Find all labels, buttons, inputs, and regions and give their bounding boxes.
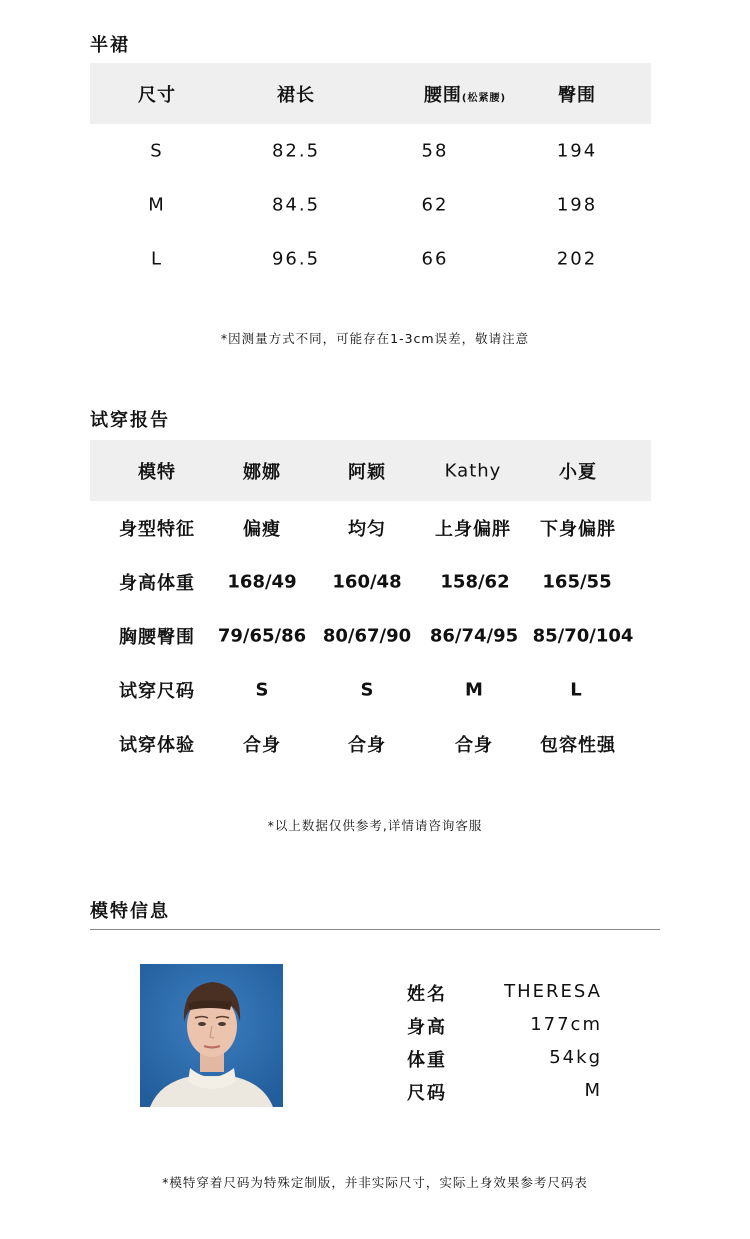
table-row xyxy=(90,663,651,717)
footer-note: *模特穿着尺码为特殊定制版，并非实际尺寸，实际上身效果参考尺码表 xyxy=(162,1175,588,1190)
header-model-3: Kathy xyxy=(444,460,502,481)
table-cell: S xyxy=(255,679,269,701)
hip-cell: 202 xyxy=(556,248,598,270)
header-waist-note: (松紧腰) xyxy=(461,92,507,104)
table-cell: 85/70/104 xyxy=(532,625,634,647)
table-cell: 均匀 xyxy=(348,519,386,540)
height-label: 身高 xyxy=(407,1017,447,1038)
table-cell: 包容性强 xyxy=(540,735,616,756)
fitting-section-title: 试穿报告 xyxy=(90,410,170,431)
size-table-header xyxy=(90,63,651,124)
section-divider xyxy=(90,929,660,930)
length-cell: 84.5 xyxy=(271,194,321,216)
weight-value: 54kg xyxy=(549,1047,602,1068)
waist-cell: 58 xyxy=(421,140,449,162)
size-value: M xyxy=(584,1080,602,1101)
header-model-1: 娜娜 xyxy=(243,461,281,483)
table-cell: 下身偏胖 xyxy=(540,519,616,540)
fitting-report-table xyxy=(90,440,651,771)
table-cell: 上身偏胖 xyxy=(435,519,511,540)
header-model: 模特 xyxy=(138,461,176,483)
row-label: 身型特征 xyxy=(119,519,195,540)
size-label: 尺码 xyxy=(407,1083,447,1104)
name-value: THERESA xyxy=(504,981,602,1002)
row-label: 试穿尺码 xyxy=(119,681,195,702)
table-row xyxy=(90,178,651,232)
header-model-4: 小夏 xyxy=(559,461,597,483)
table-row xyxy=(90,232,651,286)
table-row xyxy=(90,609,651,663)
table-row xyxy=(90,124,651,178)
table-row xyxy=(90,555,651,609)
table-cell: 合身 xyxy=(348,735,386,756)
fitting-table-header xyxy=(90,440,651,501)
name-label: 姓名 xyxy=(407,984,447,1005)
hip-cell: 194 xyxy=(556,140,598,162)
model-photo xyxy=(140,964,283,1107)
table-cell: 合身 xyxy=(455,735,493,756)
row-label: 身高体重 xyxy=(119,573,195,594)
length-cell: 96.5 xyxy=(271,248,321,270)
header-hip: 臀围 xyxy=(558,84,596,106)
table-cell: 168/49 xyxy=(227,571,297,593)
length-cell: 82.5 xyxy=(271,140,321,162)
reference-note: *以上数据仅供参考,详情请咨询客服 xyxy=(267,818,483,833)
weight-label: 体重 xyxy=(407,1050,447,1071)
skirt-size-table xyxy=(90,63,651,286)
table-cell: 158/62 xyxy=(440,571,510,593)
size-cell: S xyxy=(150,140,164,162)
header-size: 尺寸 xyxy=(138,84,176,106)
table-row xyxy=(90,717,651,771)
table-cell: L xyxy=(570,679,582,701)
header-length: 裙长 xyxy=(277,84,315,106)
height-value: 177cm xyxy=(530,1014,602,1035)
table-cell: 偏瘦 xyxy=(243,519,281,540)
table-cell: S xyxy=(360,679,374,701)
size-cell: L xyxy=(150,248,164,270)
table-cell: 79/65/86 xyxy=(217,625,307,647)
header-waist xyxy=(424,81,506,107)
row-label: 胸腰臀围 xyxy=(119,627,195,648)
table-row xyxy=(90,501,651,555)
row-label: 试穿体验 xyxy=(119,735,195,756)
table-cell: 165/55 xyxy=(542,571,612,593)
table-cell: M xyxy=(465,679,483,701)
table-cell: 合身 xyxy=(243,735,281,756)
table-cell: 160/48 xyxy=(332,571,402,593)
measurement-note: *因测量方式不同，可能存在1-3cm误差，敬请注意 xyxy=(220,331,530,346)
skirt-section-title: 半裙 xyxy=(90,35,130,56)
model-section-title: 模特信息 xyxy=(90,901,170,922)
size-cell: M xyxy=(148,194,166,216)
hip-cell: 198 xyxy=(556,194,598,216)
table-cell: 86/74/95 xyxy=(429,625,519,647)
waist-cell: 62 xyxy=(421,194,449,216)
table-cell: 80/67/90 xyxy=(322,625,412,647)
header-model-2: 阿颖 xyxy=(348,461,386,483)
waist-cell: 66 xyxy=(421,248,449,270)
header-waist-label: 腰围 xyxy=(423,84,462,106)
